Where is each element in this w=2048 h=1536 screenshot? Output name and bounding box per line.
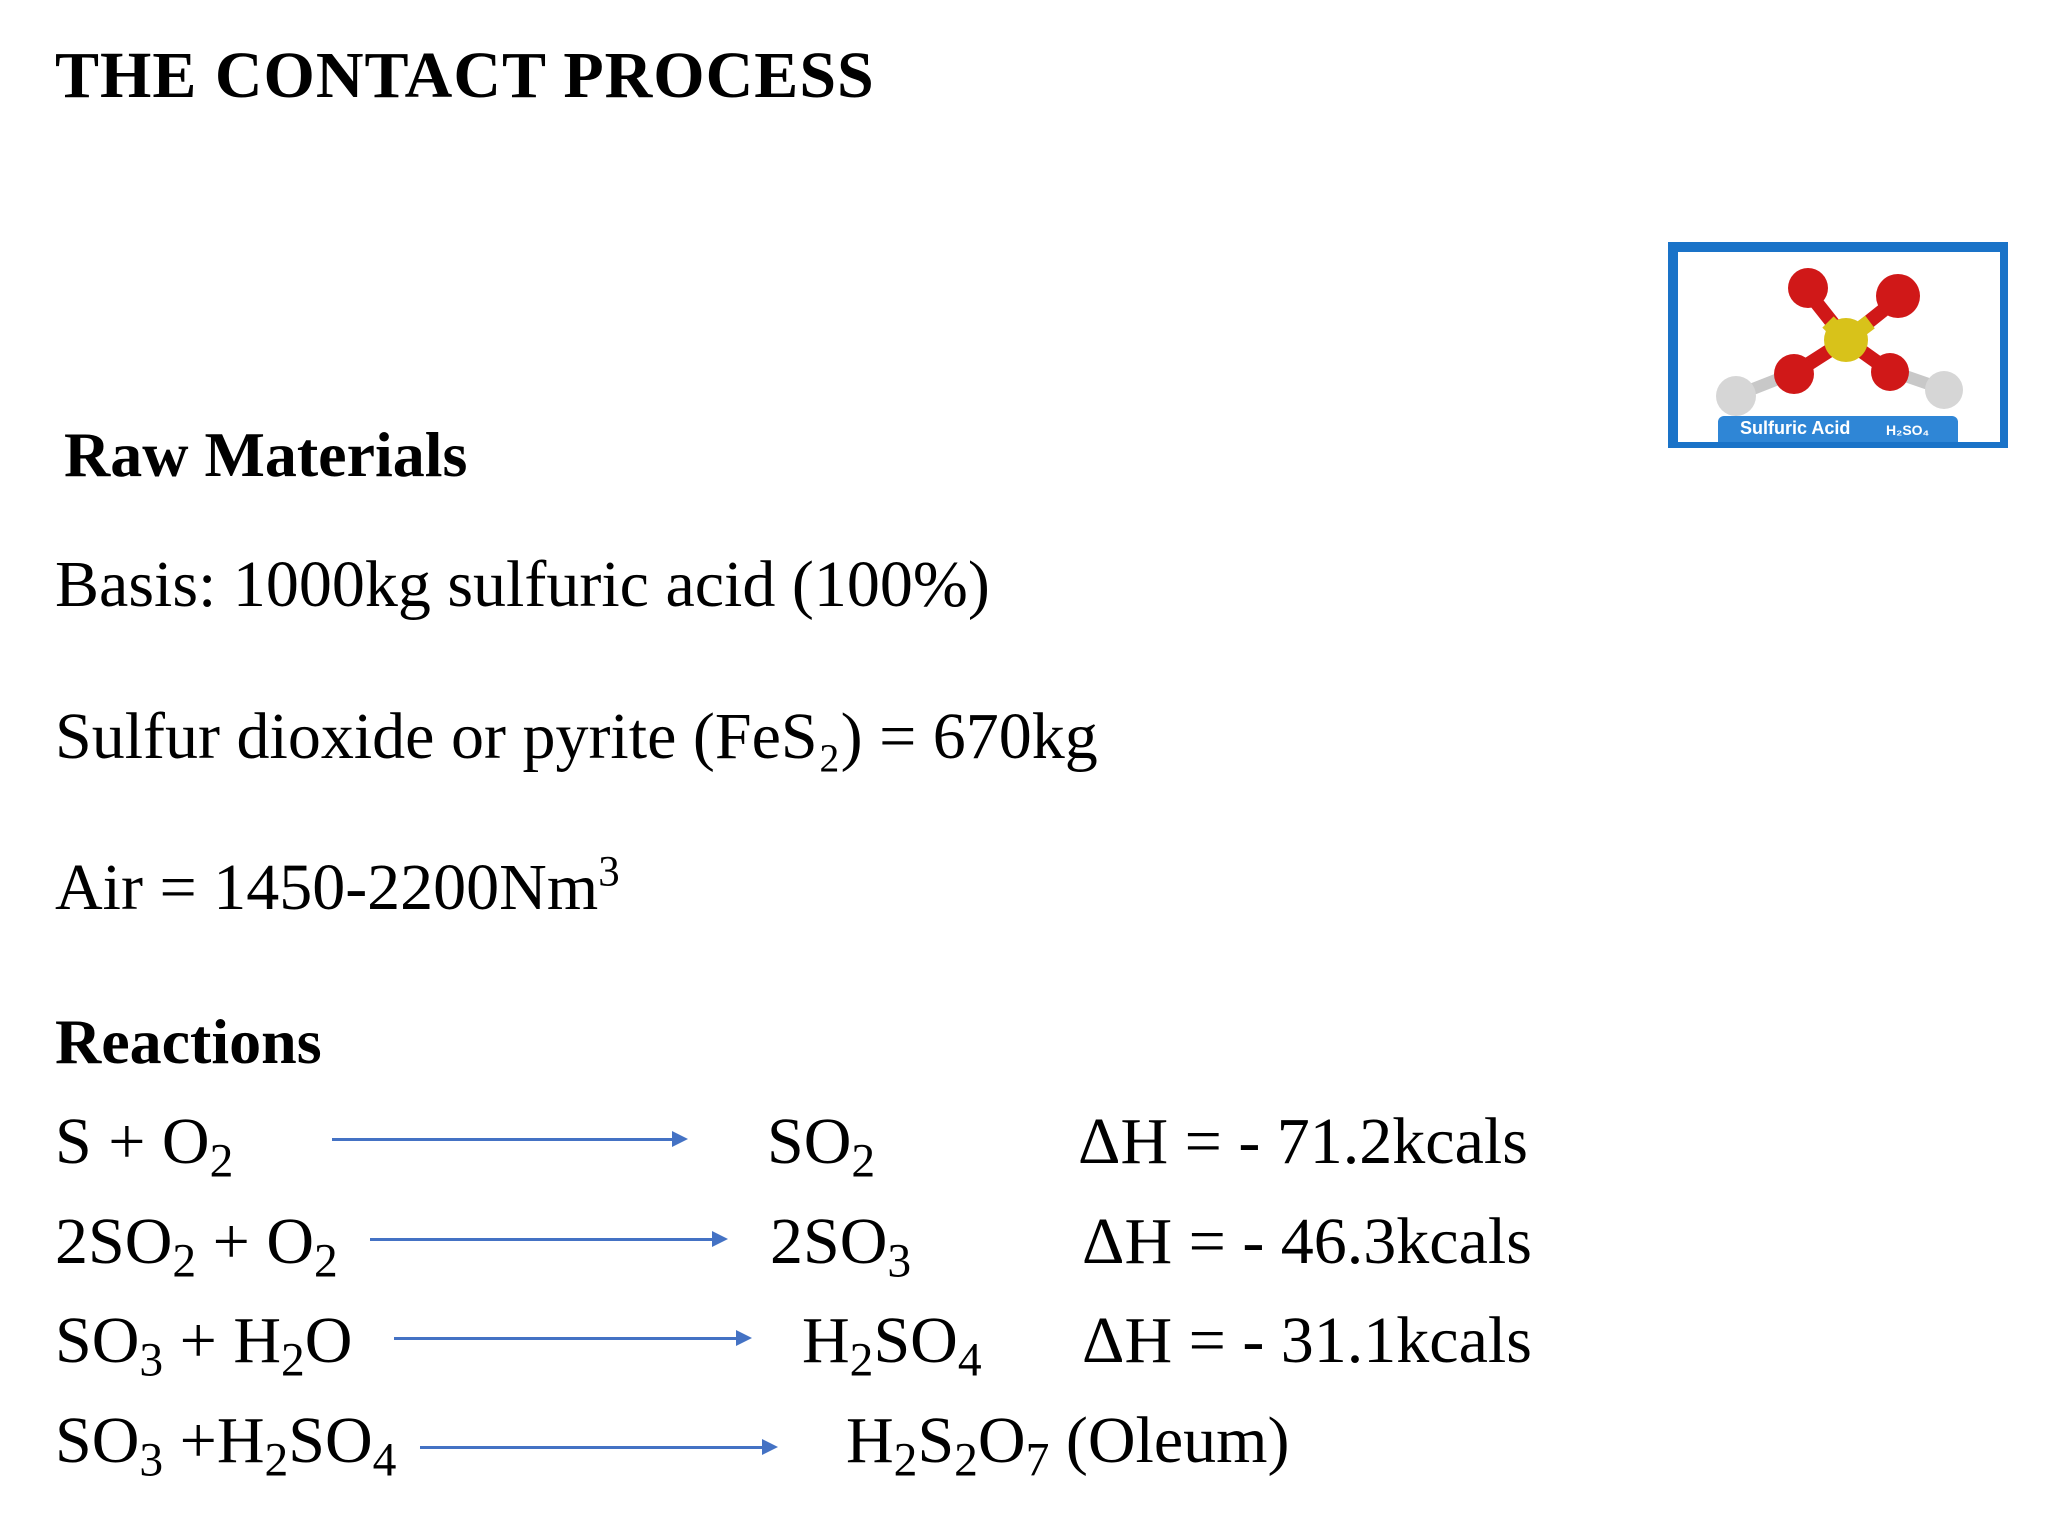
molecule-caption-formula: H₂SO₄ (1886, 422, 1930, 438)
eq4-product-text: (Oleum) (1049, 1404, 1290, 1477)
eq3-reactants (55, 1303, 353, 1387)
eq3-product-sub: 2 (849, 1334, 874, 1387)
eq1-arrow (332, 1138, 684, 1141)
eq3-reactant-sub: 2 (281, 1334, 305, 1387)
eq3-product-sub: 4 (957, 1334, 982, 1387)
eq2-arrow (370, 1238, 724, 1241)
eq4-reactant-text: SO (288, 1404, 373, 1477)
eq4-reactant-sub: 4 (372, 1434, 397, 1487)
raw-materials-heading: Raw Materials (64, 419, 468, 490)
eq3-reactant-text: + H (163, 1304, 282, 1377)
sulfur-line: Sulfur dioxide or pyrite (FeS₂) = 670kg (55, 700, 1098, 773)
eq1-reactant-text: S + O (55, 1105, 210, 1178)
eq4-reactant-sub: 3 (139, 1434, 164, 1487)
eq2-reactant-text: 2SO (55, 1205, 173, 1278)
eq1-product-text: SO (767, 1105, 852, 1178)
page-title: THE CONTACT PROCESS (55, 39, 875, 112)
oxygen-atom (1871, 353, 1909, 391)
eq3-arrow (394, 1337, 748, 1340)
eq3-reactant-text: O (304, 1304, 353, 1377)
air-line (55, 850, 620, 926)
eq2-reactant-sub: 2 (172, 1235, 197, 1288)
eq2-reactants (55, 1204, 338, 1288)
eq2-reactant-text: + O (196, 1205, 315, 1278)
eq4-products (846, 1403, 1290, 1487)
eq1-product-sub: 2 (851, 1135, 876, 1188)
hydrogen-atom (1925, 371, 1963, 409)
eq1-reactants (55, 1104, 234, 1188)
eq3-products (802, 1303, 982, 1387)
eq3-reactant-text: SO (55, 1304, 140, 1377)
eq3-product-text: H (802, 1304, 850, 1377)
eq4-product-sub: 2 (893, 1434, 918, 1487)
eq3-product-text: SO (873, 1304, 958, 1377)
air-exponent: 3 (598, 848, 620, 896)
sulfur-atom (1824, 318, 1868, 362)
eq4-product-text: S (917, 1404, 955, 1477)
eq1-products (767, 1104, 876, 1188)
eq2-product-sub: 3 (887, 1235, 912, 1288)
oxygen-atom (1876, 274, 1920, 318)
molecule-diagram (1678, 252, 2000, 442)
eq4-reactant-sub: 2 (264, 1434, 289, 1487)
eq4-reactant-text: SO (55, 1404, 140, 1477)
air-prefix: Air = 1450-2200Nm (55, 851, 599, 924)
oxygen-atom (1774, 354, 1814, 394)
eq4-reactants (55, 1403, 397, 1487)
eq4-product-text: O (977, 1404, 1026, 1477)
eq1-reactant-sub: 2 (209, 1135, 234, 1188)
eq4-product-text: H (846, 1404, 894, 1477)
eq4-product-sub: 2 (954, 1434, 978, 1487)
reactions-heading: Reactions (55, 1006, 322, 1077)
eq2-products (770, 1204, 912, 1288)
eq2-reactant-sub: 2 (314, 1235, 338, 1288)
eq3-enthalpy: ΔH = - 31.1kcals (1082, 1304, 1532, 1377)
eq4-product-sub: 7 (1025, 1434, 1050, 1487)
molecule-caption (1718, 416, 1958, 442)
molecule-caption-name: Sulfuric Acid (1740, 418, 1851, 438)
eq4-reactant-text: +H (163, 1404, 265, 1477)
eq1-enthalpy: ΔH = - 71.2kcals (1078, 1105, 1528, 1178)
eq3-reactant-sub: 3 (139, 1334, 164, 1387)
eq2-product-text: 2SO (770, 1205, 888, 1278)
eq2-enthalpy: ΔH = - 46.3kcals (1082, 1205, 1532, 1278)
basis-line: Basis: 1000kg sulfuric acid (100%) (55, 548, 990, 621)
hydrogen-atom (1716, 376, 1756, 416)
oxygen-atom (1788, 268, 1828, 308)
eq4-arrow (420, 1446, 774, 1449)
sulfuric-acid-molecule-image (1668, 242, 2008, 448)
